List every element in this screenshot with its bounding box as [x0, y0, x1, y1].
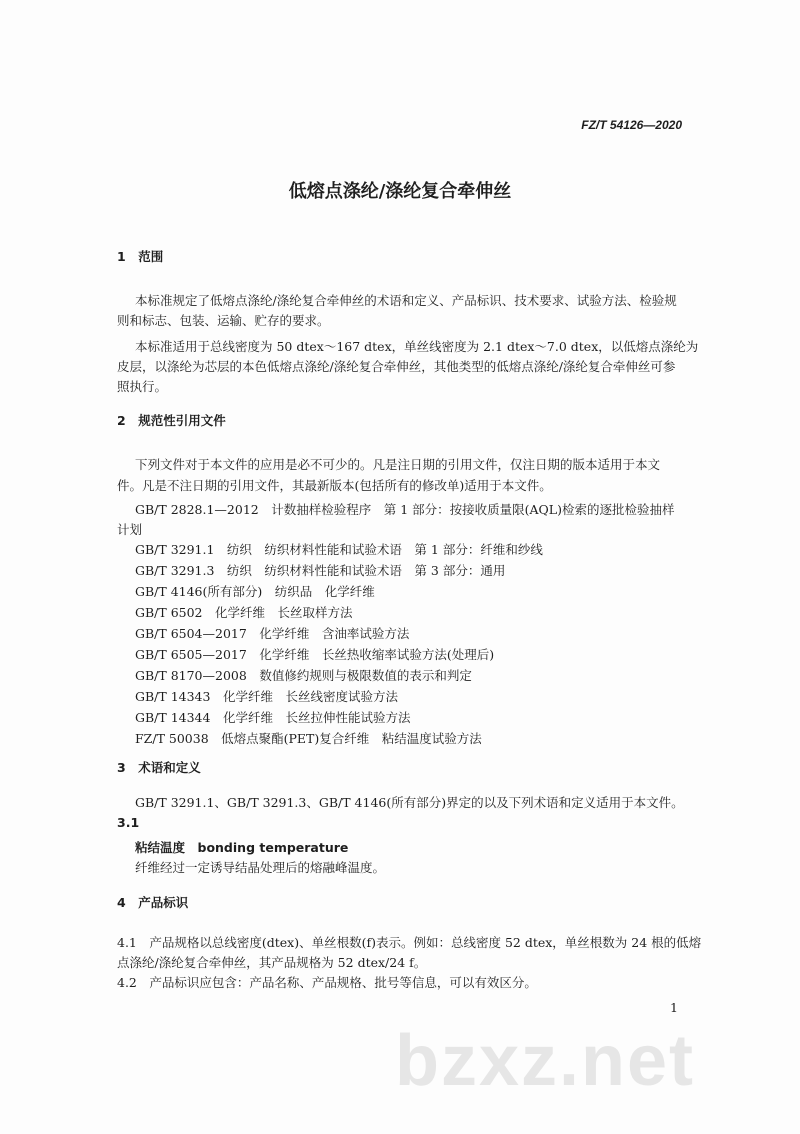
definition: 纤维经过一定诱导结晶处理后的熔融峰温度。 [135, 860, 386, 875]
reference-item: GB/T 3291.3 纺织 纺织材料性能和试验术语 第 3 部分：通用 [135, 563, 506, 578]
paragraph: 本标准适用于总线密度为 50 dtex～167 dtex，单丝线密度为 2.1 dtex～7.0 dtex，以低熔点涤纶为 [135, 339, 699, 354]
reference-item: GB/T 6504—2017 化学纤维 含油率试验方法 [135, 626, 410, 641]
watermark: bzxz.net [395, 1021, 696, 1101]
paragraph: 则和标志、包装、运输、贮存的要求。 [117, 313, 330, 328]
paragraph: 件。凡是不注日期的引用文件，其最新版本(包括所有的修改单)适用于本文件。 [117, 478, 552, 493]
reference-item: GB/T 14343 化学纤维 长丝线密度试验方法 [135, 689, 398, 704]
reference-item: GB/T 8170—2008 数值修约规则与极限数值的表示和判定 [135, 668, 472, 683]
paragraph: 本标准规定了低熔点涤纶/涤纶复合牵伸丝的术语和定义、产品标识、技术要求、试验方法、检验规 [135, 293, 677, 308]
paragraph: 点涤纶/涤纶复合牵伸丝，其产品规格为 52 dtex/24 f。 [117, 955, 427, 970]
reference-item: GB/T 6505—2017 化学纤维 长丝热收缩率试验方法(处理后) [135, 647, 495, 662]
section-4-heading: 4 产品标识 [117, 895, 189, 910]
paragraph: 下列文件对于本文件的应用是必不可少的。凡是注日期的引用文件，仅注日期的版本适用于本文 [135, 457, 661, 472]
paragraph: GB/T 3291.1、GB/T 3291.3、GB/T 4146(所有部分)界定的以及下列术语和定义适用于本文件。 [135, 795, 684, 810]
paragraph: 照执行。 [117, 379, 168, 394]
reference-item: FZ/T 50038 低熔点聚酯(PET)复合纤维 粘结温度试验方法 [135, 731, 482, 746]
section-1-heading: 1 范围 [117, 249, 164, 264]
reference-item-cont: 计划 [117, 522, 143, 537]
section-3-heading: 3 术语和定义 [117, 760, 201, 775]
paragraph: 4.1 产品规格以总线密度(dtex)、单丝根数(f)表示。例如：总线密度 52 dtex，单丝根数为 24 根的低熔 [117, 935, 702, 950]
reference-item: GB/T 3291.1 纺织 纺织材料性能和试验术语 第 1 部分：纤维和纱线 [135, 542, 543, 557]
reference-item: GB/T 4146(所有部分) 纺织品 化学纤维 [135, 584, 375, 599]
term: 粘结温度 bonding temperature [135, 840, 349, 855]
paragraph: 皮层，以涤纶为芯层的本色低熔点涤纶/涤纶复合牵伸丝，其他类型的低熔点涤纶/涤纶复合牵伸丝可参 [117, 359, 676, 374]
page-number: 1 [670, 1000, 678, 1015]
clause-number: 3.1 [117, 815, 140, 830]
reference-item: GB/T 14344 化学纤维 长丝拉伸性能试验方法 [135, 710, 411, 725]
reference-item: GB/T 6502 化学纤维 长丝取样方法 [135, 605, 353, 620]
standard-code: FZ/T 54126—2020 [581, 118, 682, 132]
section-2-heading: 2 规范性引用文件 [117, 413, 226, 428]
reference-item: GB/T 2828.1—2012 计数抽样检验程序 第 1 部分：按接收质量限(AQL)检索的逐批检验抽样 [135, 502, 675, 517]
paragraph: 4.2 产品标识应包含：产品名称、产品规格、批号等信息，可以有效区分。 [117, 975, 537, 990]
document-title: 低熔点涤纶/涤纶复合牵伸丝 [288, 181, 512, 202]
